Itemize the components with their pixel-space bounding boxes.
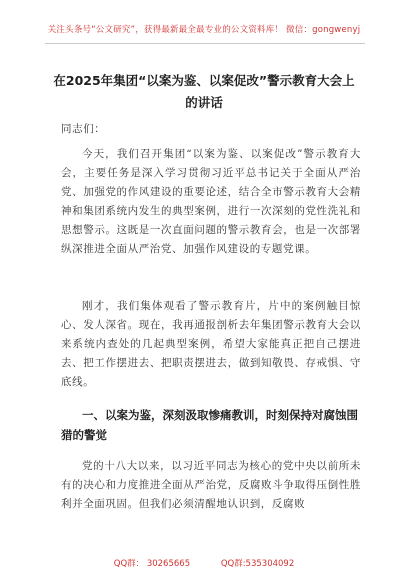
- paragraph-3: 党的十八大以来，以习近平同志为核心的党中央以前所未有的决心和力度推进全面从严治党，反腐败斗争取得压倒性胜利并全面巩固。但我们必须清醒地认识到，反腐败: [61, 460, 361, 510]
- paragraph-1: 今天，我们召开集团“以案为鉴、以案促改”警示教育大会，主要任务是深入学习贯彻习近平总书记关于全面从严治党、加强党的作风建设的重要论述，结合全市警示教育大会精神和集团系统内发生的典型案例，进行一次深刻的党性洗礼和思想警示。这既是一次直面问题的警示教育会，也是一次部署纵深推进全面从严治党、加强作风建设的专题党课。: [61, 148, 361, 255]
- document-title: 在2025年集团“以案为鉴、以案促改”警示教育大会上的讲话: [53, 73, 355, 110]
- footer-qq-group-1: QQ群： 30265665: [113, 559, 191, 569]
- header-divider: [45, 43, 365, 44]
- promo-banner: 关注头条号“公文研究”，获得最新最全最专业的公文资料库！ 微信：gongwenyj: [47, 25, 361, 35]
- greeting-line: 同志们：: [61, 123, 106, 135]
- footer-qq-group-2: QQ群:535304092: [220, 559, 295, 569]
- section-heading-1: 一、以案为鉴，深刻汲取惨痛教训，时刻保持对腐蚀围猎的警觉: [61, 408, 358, 442]
- footer-contact: [0, 557, 408, 569]
- paragraph-2: 刚才，我们集体观看了警示教育片，片中的案例触目惊心、发人深省。现在，我再通报剖析去年集团警示教育大会以来系统内查处的几起典型案例，希望大家能真正把自己摆进去、把工作摆进去、把职责摆进去，做到知敬畏、存戒惧、守底线。: [61, 300, 361, 388]
